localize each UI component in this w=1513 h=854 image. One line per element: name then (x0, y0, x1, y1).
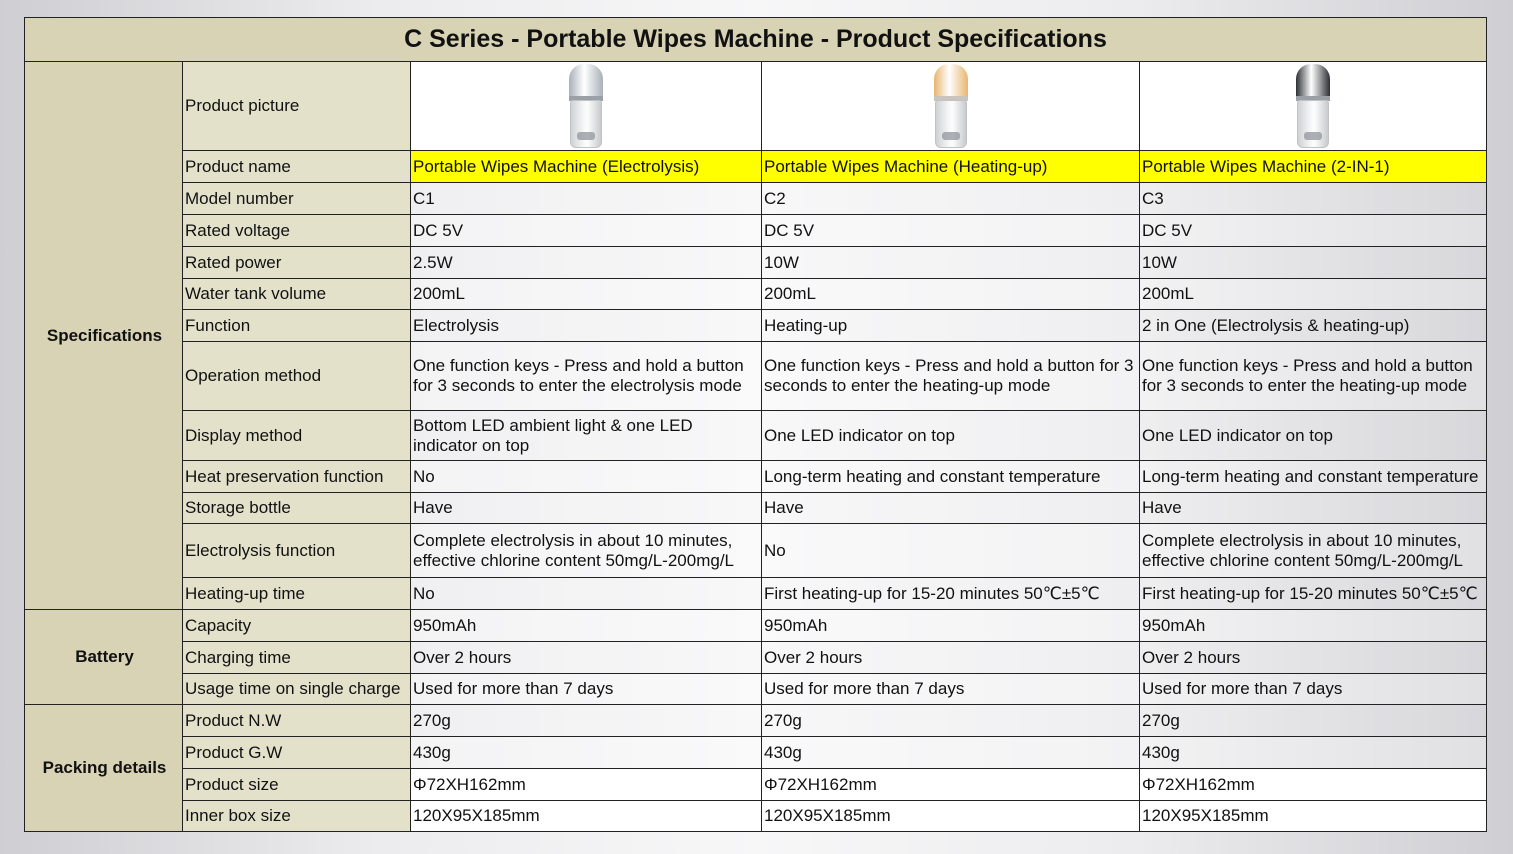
row-label-name: Product name (183, 151, 411, 183)
cell-operation: One function keys - Press and hold a button for 3 seconds to enter the electrolysis mode (411, 342, 762, 411)
cell-power: 2.5W (411, 247, 762, 279)
cell-heating-time: No (411, 578, 762, 610)
cell-operation: One function keys - Press and hold a button for 3 seconds to enter the heating-up mode (762, 342, 1140, 411)
cell-model: C3 (1140, 183, 1487, 215)
cell-capacity: 950mAh (411, 610, 762, 642)
cell-heating-time: First heating-up for 15-20 minutes 50℃±5℃ (1140, 578, 1487, 610)
row-label-heating-time: Heating-up time (183, 578, 411, 610)
cell-function: Heating-up (762, 310, 1140, 342)
cell-size: Φ72XH162mm (762, 769, 1140, 801)
cell-tank: 200mL (762, 279, 1140, 310)
cell-nw: 270g (762, 705, 1140, 737)
cell-function: Electrolysis (411, 310, 762, 342)
product-picture-cell (1140, 62, 1487, 151)
cell-size: Φ72XH162mm (1140, 769, 1487, 801)
cell-display: One LED indicator on top (762, 411, 1140, 461)
page-title: C Series - Portable Wipes Machine - Product Specifications (25, 18, 1486, 62)
cell-function: 2 in One (Electrolysis & heating-up) (1140, 310, 1487, 342)
cell-power: 10W (1140, 247, 1487, 279)
cell-model: C2 (762, 183, 1140, 215)
cell-inner-box: 120X95X185mm (1140, 801, 1487, 832)
cell-storage: Have (411, 493, 762, 524)
row-label-charging: Charging time (183, 642, 411, 674)
row-label-display: Display method (183, 411, 411, 461)
row-label-capacity: Capacity (183, 610, 411, 642)
cell-capacity: 950mAh (1140, 610, 1487, 642)
cell-gw: 430g (1140, 737, 1487, 769)
cell-display: Bottom LED ambient light & one LED indicator on top (411, 411, 762, 461)
cell-electrolysis: No (762, 524, 1140, 578)
cell-name: Portable Wipes Machine (Heating-up) (762, 151, 1140, 183)
cell-capacity: 950mAh (762, 610, 1140, 642)
product-picture-cell (411, 62, 762, 151)
cell-charging: Over 2 hours (1140, 642, 1487, 674)
cell-name: Portable Wipes Machine (2-IN-1) (1140, 151, 1487, 183)
wipes-machine-black-cap-icon (1293, 62, 1333, 150)
cell-heating-time: First heating-up for 15-20 minutes 50℃±5℃ (762, 578, 1140, 610)
cell-operation: One function keys - Press and hold a button for 3 seconds to enter the heating-up mode (1140, 342, 1487, 411)
row-label-power: Rated power (183, 247, 411, 279)
cell-storage: Have (762, 493, 1140, 524)
row-label-nw: Product N.W (183, 705, 411, 737)
cell-voltage: DC 5V (1140, 215, 1487, 247)
cell-usage: Used for more than 7 days (1140, 674, 1487, 705)
product-picture-cell (762, 62, 1140, 151)
cell-charging: Over 2 hours (762, 642, 1140, 674)
row-label-voltage: Rated voltage (183, 215, 411, 247)
cell-tank: 200mL (1140, 279, 1487, 310)
cell-charging: Over 2 hours (411, 642, 762, 674)
cell-size: Φ72XH162mm (411, 769, 762, 801)
cell-usage: Used for more than 7 days (411, 674, 762, 705)
group-battery: Battery (25, 610, 183, 705)
wipes-machine-gray-cap-icon (566, 62, 606, 150)
cell-heat-preservation: Long-term heating and constant temperature (762, 461, 1140, 493)
cell-power: 10W (762, 247, 1140, 279)
cell-nw: 270g (1140, 705, 1487, 737)
row-label-heat-preservation: Heat preservation function (183, 461, 411, 493)
cell-model: C1 (411, 183, 762, 215)
cell-nw: 270g (411, 705, 762, 737)
row-label-usage: Usage time on single charge (183, 674, 411, 705)
cell-heat-preservation: Long-term heating and constant temperature (1140, 461, 1487, 493)
row-label-picture: Product picture (183, 62, 411, 151)
cell-gw: 430g (411, 737, 762, 769)
cell-voltage: DC 5V (762, 215, 1140, 247)
row-label-operation: Operation method (183, 342, 411, 411)
wipes-machine-orange-cap-icon (931, 62, 971, 150)
row-label-function: Function (183, 310, 411, 342)
spec-sheet (24, 17, 1487, 832)
row-label-gw: Product G.W (183, 737, 411, 769)
cell-heat-preservation: No (411, 461, 762, 493)
row-label-model: Model number (183, 183, 411, 215)
cell-display: One LED indicator on top (1140, 411, 1487, 461)
cell-tank: 200mL (411, 279, 762, 310)
group-packing-details: Packing details (25, 705, 183, 832)
cell-voltage: DC 5V (411, 215, 762, 247)
cell-electrolysis: Complete electrolysis in about 10 minutes, effective chlorine content 50mg/L-200mg/L (1140, 524, 1487, 578)
cell-gw: 430g (762, 737, 1140, 769)
row-label-tank: Water tank volume (183, 279, 411, 310)
row-label-storage: Storage bottle (183, 493, 411, 524)
group-specifications: Specifications (25, 62, 183, 610)
cell-inner-box: 120X95X185mm (411, 801, 762, 832)
cell-inner-box: 120X95X185mm (762, 801, 1140, 832)
cell-storage: Have (1140, 493, 1487, 524)
row-label-inner-box: Inner box size (183, 801, 411, 832)
row-label-electrolysis: Electrolysis function (183, 524, 411, 578)
row-label-size: Product size (183, 769, 411, 801)
cell-usage: Used for more than 7 days (762, 674, 1140, 705)
cell-electrolysis: Complete electrolysis in about 10 minutes, effective chlorine content 50mg/L-200mg/L (411, 524, 762, 578)
cell-name: Portable Wipes Machine (Electrolysis) (411, 151, 762, 183)
